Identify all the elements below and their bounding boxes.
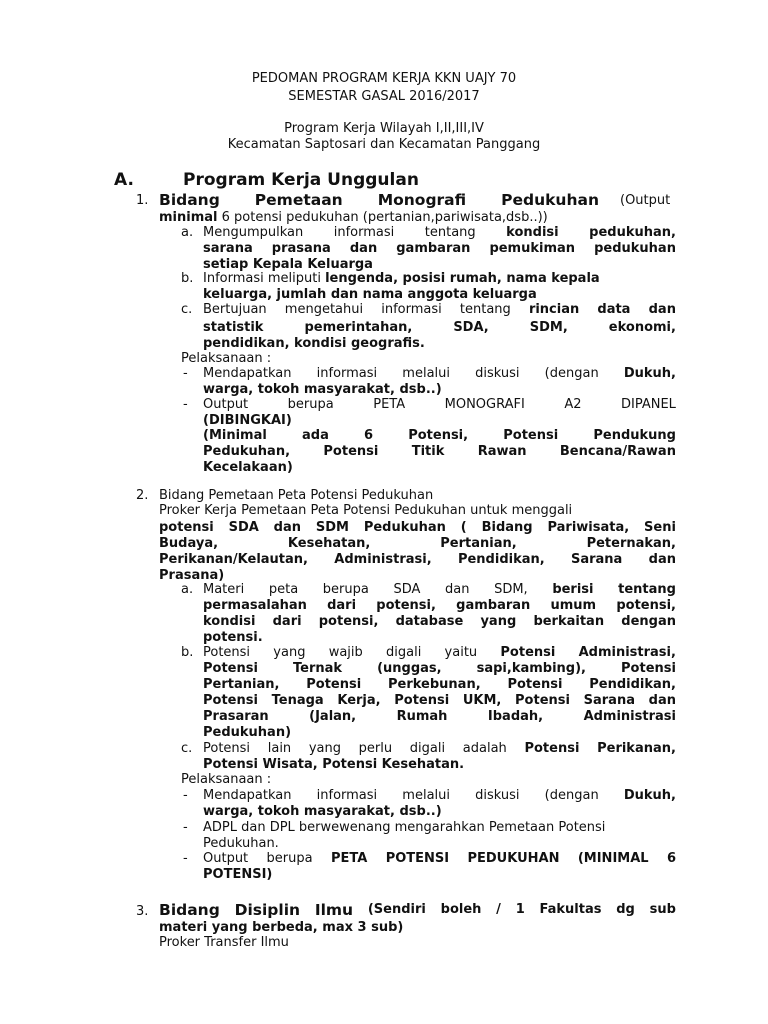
item2-c-label: c. <box>181 741 193 756</box>
item1-c-line1: Bertujuan mengetahui informasi tentang rincian data dan <box>203 302 676 317</box>
item1-d1-dash: - <box>183 366 188 381</box>
item3-title-line: Bidang Disiplin Ilmu (Sendiri boleh / 1 Fakultas dg sub <box>159 901 676 919</box>
item2-b-line2: Potensi Ternak (unggas, sapi,kambing), Potensi <box>203 661 676 676</box>
item2-d2-line1: ADPL dan DPL berwewenang mengarahkan Pemetaan Potensi <box>203 820 606 835</box>
item1-c-line3: pendidikan, kondisi geografis. <box>203 336 425 351</box>
item1-a-label: a. <box>181 225 194 240</box>
doc-subtitle-line1: Program Kerja Wilayah I,II,III,IV <box>284 121 484 136</box>
item2-number: 2. <box>136 488 149 503</box>
item3-line3: Proker Transfer Ilmu <box>159 935 289 950</box>
item2-para-line2: potensi SDA dan SDM Pedukuhan ( Bidang Pariwisata, Seni <box>159 520 676 535</box>
item2-c-line2: Potensi Wisata, Potensi Kesehatan. <box>203 757 465 772</box>
item2-pelaksanaan: Pelaksanaan : <box>181 772 272 787</box>
item2-c-line1: Potensi lain yang perlu digali adalah Potensi Perikanan, <box>203 741 676 756</box>
item1-b-label: b. <box>181 271 194 286</box>
doc-subtitle-line2: Kecamatan Saptosari dan Kecamatan Panggang <box>227 137 541 152</box>
item2-a-line1: Materi peta berupa SDA dan SDM, berisi tentang <box>203 582 676 597</box>
item1-d2-line5: Kecelakaan) <box>203 460 293 475</box>
item2-d2-dash: - <box>183 820 188 835</box>
item1-d2-line2: (DIBINGKAI) <box>203 413 292 428</box>
doc-title-line1: PEDOMAN PROGRAM KERJA KKN UAJY 70 <box>251 71 517 86</box>
item2-d3-line2: POTENSI) <box>203 867 273 882</box>
item2-a-label: a. <box>181 582 194 597</box>
item2-a-line4: potensi. <box>203 630 263 645</box>
item2-a-line3: kondisi dari potensi, database yang berkaitan dengan <box>203 614 676 629</box>
section-title: Program Kerja Unggulan <box>183 170 419 190</box>
item3-line2: materi yang berbeda, max 3 sub) <box>159 920 404 935</box>
item1-pelaksanaan: Pelaksanaan : <box>181 351 272 366</box>
item2-b-line5: Prasaran (Jalan, Rumah Ibadah, Administrasi <box>203 709 676 724</box>
item2-b-line6: Pedukuhan) <box>203 725 292 740</box>
item2-d1-line2: warga, tokoh masyarakat, dsb..) <box>203 804 442 819</box>
item2-para-line5: Prasana) <box>159 568 225 583</box>
item2-para-line3: Budaya, Kesehatan, Pertanian, Peternakan, <box>159 536 676 551</box>
item1-a-line1: Mengumpulkan informasi tentang kondisi pedukuhan, <box>203 225 676 240</box>
item1-d1-line2: warga, tokoh masyarakat, dsb..) <box>203 382 442 397</box>
item1-number: 1. <box>136 193 149 208</box>
item1-d2-line3: (Minimal ada 6 Potensi, Potensi Pendukung <box>203 428 676 443</box>
item2-b-line1: Potensi yang wajib digali yaitu Potensi Administrasi, <box>203 645 676 660</box>
item2-para-line1: Proker Kerja Pemetaan Peta Potensi Pedukuhan untuk menggali <box>159 503 573 518</box>
item2-d1-line1: Mendapatkan informasi melalui diskusi (dengan Dukuh, <box>203 788 676 803</box>
item1-title: Bidang Pemetaan Monografi Pedukuhan <box>159 191 599 209</box>
section-letter: A. <box>114 170 134 190</box>
item2-b-line3: Pertanian, Potensi Perkebunan, Potensi Pendidikan, <box>203 677 676 692</box>
doc-title-line2: SEMESTAR GASAL 2016/2017 <box>288 89 480 104</box>
item2-a-line2: permasalahan dari potensi, gambaran umum potensi, <box>203 598 676 613</box>
item2-d1-dash: - <box>183 788 188 803</box>
item1-b-line2: keluarga, jumlah dan nama anggota keluarga <box>203 287 537 302</box>
item1-c-line2: statistik pemerintahan, SDA, SDM, ekonomi, <box>203 320 676 335</box>
item1-a-line2: sarana prasana dan gambaran pemukiman pedukuhan <box>203 241 676 256</box>
item2-d3-line1: Output berupa PETA POTENSI PEDUKUHAN (MINIMAL 6 <box>203 851 676 866</box>
item2-para-line4: Perikanan/Kelautan, Administrasi, Pendidikan, Sarana dan <box>159 552 676 567</box>
item2-b-line4: Potensi Tenaga Kerja, Potensi UKM, Potensi Sarana dan <box>203 693 676 708</box>
item2-d3-dash: - <box>183 851 188 866</box>
item1-minimal: minimal 6 potensi pedukuhan (pertanian,pariwisata,dsb..)) <box>159 210 548 225</box>
item1-a-line3: setiap Kepala Keluarga <box>203 257 373 272</box>
item1-d2-line4: Pedukuhan, Potensi Titik Rawan Bencana/Rawan <box>203 444 676 459</box>
item1-c-label: c. <box>181 302 193 317</box>
item3-number: 3. <box>136 904 149 919</box>
item2-d2-line2: Pedukuhan. <box>203 836 279 851</box>
item1-b-line1: Informasi meliputi lengenda, posisi rumah, nama kepala <box>203 271 600 286</box>
item1-output-open: (Output <box>620 193 671 208</box>
item1-d2-dash: - <box>183 397 188 412</box>
item2-title: Bidang Pemetaan Peta Potensi Pedukuhan <box>159 488 434 503</box>
item2-b-label: b. <box>181 645 194 660</box>
item1-d1-line1: Mendapatkan informasi melalui diskusi (dengan Dukuh, <box>203 366 676 381</box>
item1-d2-line1: Output berupa PETA MONOGRAFI A2 DIPANEL <box>203 397 676 412</box>
